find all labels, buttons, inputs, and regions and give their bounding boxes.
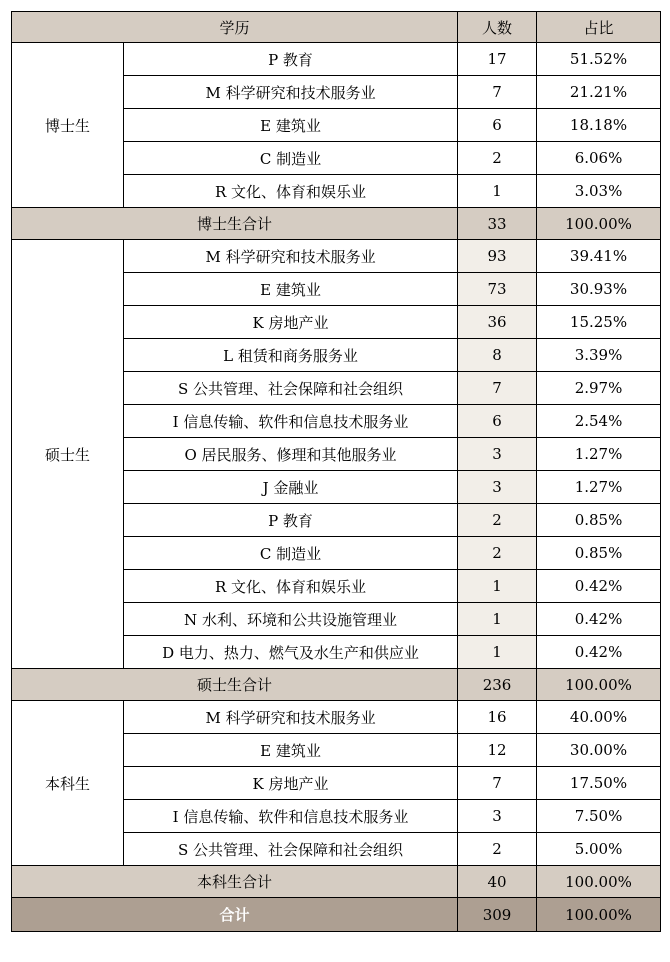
ratio-cell: 2.54% xyxy=(537,405,661,438)
header-ratio: 占比 xyxy=(537,12,661,43)
count-cell: 7 xyxy=(458,372,537,405)
table-header-row xyxy=(12,12,661,43)
industry-cell: S 公共管理、社会保障和社会组织 xyxy=(124,372,458,405)
subtotal-ratio: 100.00% xyxy=(537,208,661,240)
ratio-cell: 0.42% xyxy=(537,636,661,669)
total-row xyxy=(12,898,661,932)
industry-cell: P 教育 xyxy=(124,43,458,76)
industry-cell: M 科学研究和技术服务业 xyxy=(124,76,458,109)
count-cell: 1 xyxy=(458,603,537,636)
ratio-cell: 51.52% xyxy=(537,43,661,76)
ratio-cell: 39.41% xyxy=(537,240,661,273)
industry-cell: O 居民服务、修理和其他服务业 xyxy=(124,438,458,471)
industry-cell: D 电力、热力、燃气及水生产和供应业 xyxy=(124,636,458,669)
count-cell: 3 xyxy=(458,471,537,504)
subtotal-count: 236 xyxy=(458,669,537,701)
industry-cell: R 文化、体育和娱乐业 xyxy=(124,175,458,208)
ratio-cell: 6.06% xyxy=(537,142,661,175)
ratio-cell: 18.18% xyxy=(537,109,661,142)
industry-cell: S 公共管理、社会保障和社会组织 xyxy=(124,833,458,866)
ratio-cell: 21.21% xyxy=(537,76,661,109)
count-cell: 1 xyxy=(458,636,537,669)
header-count: 人数 xyxy=(458,12,537,43)
subtotal-row xyxy=(12,208,661,240)
industry-cell: J 金融业 xyxy=(124,471,458,504)
count-cell: 16 xyxy=(458,701,537,734)
ratio-cell: 7.50% xyxy=(537,800,661,833)
subtotal-row xyxy=(12,669,661,701)
count-cell: 3 xyxy=(458,800,537,833)
industry-cell: L 租赁和商务服务业 xyxy=(124,339,458,372)
industry-cell: I 信息传输、软件和信息技术服务业 xyxy=(124,405,458,438)
subtotal-row xyxy=(12,866,661,898)
ratio-cell: 0.85% xyxy=(537,537,661,570)
industry-cell: E 建筑业 xyxy=(124,273,458,306)
count-cell: 2 xyxy=(458,142,537,175)
count-cell: 6 xyxy=(458,405,537,438)
table-row xyxy=(12,701,661,734)
ratio-cell: 1.27% xyxy=(537,471,661,504)
industry-cell: P 教育 xyxy=(124,504,458,537)
table-row xyxy=(12,43,661,76)
industry-cell: R 文化、体育和娱乐业 xyxy=(124,570,458,603)
industry-cell: M 科学研究和技术服务业 xyxy=(124,701,458,734)
industry-cell: E 建筑业 xyxy=(124,734,458,767)
count-cell: 17 xyxy=(458,43,537,76)
header-education: 学历 xyxy=(12,12,458,43)
industry-cell: K 房地产业 xyxy=(124,767,458,800)
industry-cell: E 建筑业 xyxy=(124,109,458,142)
industry-cell: M 科学研究和技术服务业 xyxy=(124,240,458,273)
count-cell: 6 xyxy=(458,109,537,142)
count-cell: 2 xyxy=(458,504,537,537)
table-row xyxy=(12,240,661,273)
ratio-cell: 40.00% xyxy=(537,701,661,734)
count-cell: 93 xyxy=(458,240,537,273)
count-cell: 8 xyxy=(458,339,537,372)
count-cell: 2 xyxy=(458,537,537,570)
ratio-cell: 0.85% xyxy=(537,504,661,537)
industry-cell: C 制造业 xyxy=(124,142,458,175)
total-ratio: 100.00% xyxy=(537,898,661,932)
group-label: 硕士生 xyxy=(12,240,124,669)
industry-cell: C 制造业 xyxy=(124,537,458,570)
count-cell: 7 xyxy=(458,76,537,109)
subtotal-label: 博士生合计 xyxy=(12,208,458,240)
ratio-cell: 3.03% xyxy=(537,175,661,208)
total-label: 合计 xyxy=(12,898,458,932)
subtotal-ratio: 100.00% xyxy=(537,866,661,898)
education-industry-table xyxy=(11,11,661,932)
subtotal-count: 33 xyxy=(458,208,537,240)
subtotal-count: 40 xyxy=(458,866,537,898)
count-cell: 1 xyxy=(458,570,537,603)
ratio-cell: 0.42% xyxy=(537,570,661,603)
count-cell: 36 xyxy=(458,306,537,339)
industry-cell: K 房地产业 xyxy=(124,306,458,339)
group-label: 本科生 xyxy=(12,701,124,866)
count-cell: 2 xyxy=(458,833,537,866)
ratio-cell: 30.00% xyxy=(537,734,661,767)
group-label: 博士生 xyxy=(12,43,124,208)
ratio-cell: 2.97% xyxy=(537,372,661,405)
ratio-cell: 30.93% xyxy=(537,273,661,306)
ratio-cell: 15.25% xyxy=(537,306,661,339)
count-cell: 73 xyxy=(458,273,537,306)
industry-cell: N 水利、环境和公共设施管理业 xyxy=(124,603,458,636)
subtotal-label: 硕士生合计 xyxy=(12,669,458,701)
ratio-cell: 1.27% xyxy=(537,438,661,471)
ratio-cell: 0.42% xyxy=(537,603,661,636)
count-cell: 12 xyxy=(458,734,537,767)
ratio-cell: 5.00% xyxy=(537,833,661,866)
ratio-cell: 3.39% xyxy=(537,339,661,372)
ratio-cell: 17.50% xyxy=(537,767,661,800)
count-cell: 3 xyxy=(458,438,537,471)
industry-cell: I 信息传输、软件和信息技术服务业 xyxy=(124,800,458,833)
subtotal-ratio: 100.00% xyxy=(537,669,661,701)
count-cell: 1 xyxy=(458,175,537,208)
count-cell: 7 xyxy=(458,767,537,800)
subtotal-label: 本科生合计 xyxy=(12,866,458,898)
total-count: 309 xyxy=(458,898,537,932)
